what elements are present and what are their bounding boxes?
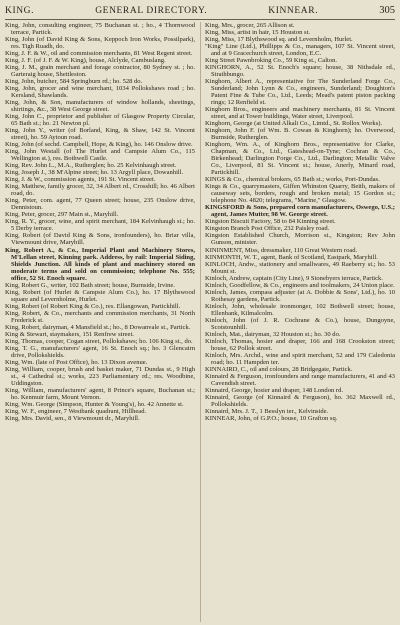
- directory-entry: Kingston Biscuit Factory, 58 to 84 Kinning street.: [205, 218, 336, 226]
- directory-entry: King, John Y., writer (of Borland, King, & Shaw, 142 St. Vincent street), ho. 59 Aytoun road.: [5, 127, 195, 142]
- directory-entry: Kinloch, Thomas, hosier and draper, 166 and 168 Crookston street; house, 62 Pollok street.: [205, 337, 395, 352]
- directory-entry: Kinnaird, George (of Kinnaird & Ferguson), ho. 362 Maxwell rd., Pollokshields.: [205, 393, 395, 408]
- directory-entry: Kinghorn, Albert A., representative for The Sunderland Forge Co., Sunderland; John Lynn & Co., engineers, Sunderland; Doughton's Patent Fine & Tube Co., Ltd., Leeds; Mead's patent piston packing rings; 12 Renfield st.: [205, 78, 395, 107]
- directory-entry: Kinghorn Bros., engineers and machinery merchants, 81 St. Vincent street, and at Tower buildings, Water street, Liverpool.: [205, 106, 395, 121]
- directory-entry: Kinnaird & Ferguson, ironfounders and range manufacturers, 41 and 43 Cavendish street.: [205, 372, 395, 387]
- page-header: [5, 5, 395, 20]
- directory-entry: King, John Westall (of The Hurlet and Campsie Alum Co., 115 Wellington st.), res. Bothwell Castle.: [5, 148, 195, 163]
- directory-entry: King, John, grocer and wine merchant, 1034 Pollokshaws road ; ho. Kersland, Shawlands.: [5, 85, 195, 100]
- directory-entry: King, John, & Son, manufacturers of window hollands, sheetings, shirtings, &c., 38 West George street.: [5, 99, 195, 114]
- directory-entry: King & Stewart, staymakers, 151 Renfrew street.: [5, 330, 134, 338]
- directory-entry: Kinloch, Andrew, captain (City Line), 9 Stonebyers terrace, Partick.: [205, 274, 383, 282]
- directory-entry: Kinnaird, George, hosier and draper, 148 London rd.: [205, 386, 343, 394]
- directory-entry: Kinloch, Mrs. Archd., wine and spirit merchant, 52 and 179 Caledonia road; ho. 11 Hampden ter.: [205, 351, 395, 366]
- directory-entry: King, Wm. (late of Post Office), ho. 13 Dixon avenue.: [5, 358, 148, 366]
- directory-entry: Kinloch, John, wholesale ironmonger, 102 Bothwell street; house, Ellenbank, Kilmalcolm.: [205, 302, 395, 317]
- directory-entry: King, Thomas, cooper, Cogan street, Pollokshaws; ho. 106 King st., do.: [5, 337, 193, 345]
- directory-entry: KINGSFORD & Sons, prepared corn manufacturers, Oswego, U.S.; agent, James Mutter, 98 W. George street.: [205, 204, 395, 219]
- directory-entry: King, T. G., manufacturers' agent, 16 St. Enoch sq.; ho. 3 Glencairn drive, Pollokshields.: [5, 344, 195, 359]
- directory-entry: KINMONTH, W. T., agent, Bank of Scotland, Eastpark, Maryhill.: [205, 253, 378, 261]
- directory-entry: Kinloch, Goodfellow, & Co., engineers and toolmakers, 24 Union place.: [205, 281, 395, 289]
- directory-entry: King, J. M., grain merchant and forage contractor, 80 Sydney st. ; ho. Garteraig house, Shettleston.: [5, 64, 195, 79]
- directory-entry: King, J. & W., commission agents, 191 St. Vincent street.: [5, 176, 156, 184]
- directory-entry: King, Mrs. David, sen., 8 Viewmount dr., Maryhill.: [5, 414, 140, 422]
- directory-entry: King, John (of sechd. Campbell, Hope, & King), ho. 146 Onslow drive.: [5, 141, 193, 149]
- directory-entry: Kinloch, John (of J. R. Cochrane & Co.), house, Dungoyne, Scotstounhill.: [205, 316, 395, 331]
- directory-entry: Kingston Branch Post Office, 232 Paisley road.: [205, 225, 330, 233]
- directory-entry: King, John C., proprietor and publisher of Glasgow Property Circular, 65 Bath st.; ho. 21 Newton pl.: [5, 113, 195, 128]
- directory-entry: Kinghorn, Wm. A., of Kinghorn Bros., representative for Clarke, Chapman, & Co., Ltd., Gateshead-on-Tyne; Cochran & Co., Birkenhead; Darlington Forge Co., Ltd., Darlington; Metallic Valve Co., Liverpool, 81 St. Vincent st.; house, Anerly, Minard road, Partickhill.: [205, 141, 395, 177]
- directory-columns: [5, 22, 395, 622]
- directory-entry: King, Matthew, family grocer, 32, 34 Albert rd., Crosshill; ho. 46 Albert road, do.: [5, 183, 195, 198]
- running-head-right: KINNEAR.: [268, 6, 319, 16]
- directory-entry: Kingston Established Church, Morrison st., Kingston; Rev John Gunson, minister.: [205, 232, 395, 247]
- directory-entry: KINNEAR, John, of G.P.O.; house, 10 Grafton sq.: [205, 414, 338, 422]
- directory-entry: King, John, butcher, 584 Springburn rd.; ho. 528 do.: [5, 78, 143, 86]
- running-head-title: GENERAL DIRECTORY.: [95, 6, 208, 16]
- directory-entry: King Street Pawnbroking Co., 59 King st., Calton.: [205, 57, 338, 65]
- directory-entry: KINGHORN, A., 52 St. Enoch's square; house, 38 Nithsdale rd., Strathbungo.: [205, 64, 395, 79]
- running-head-left: KING.: [5, 6, 35, 16]
- directory-entry: King, R. Y., grocer, wine, and spirit merchant, 184 Kelvinhaugh st.; ho. 5 Derby terrace.: [5, 218, 195, 233]
- directory-entry: King, Peter, com. agent, 77 Queen street; house, 235 Onslow drive, Dennistoun.: [5, 197, 195, 212]
- directory-entry: King, Robert (of Hurlet & Campsie Alum Co.), ho. 17 Blythswood square and Levernholme, Hurlet.: [5, 288, 195, 303]
- directory-entry: KINNAIRD, C., oil and colours, 28 Bridgegate, Partick.: [205, 365, 353, 373]
- page-number: 305: [379, 5, 395, 16]
- directory-entry: King, Peter, grocer, 297 Main st., Maryhill.: [5, 211, 119, 219]
- directory-entry: KININMENT, Miss, dressmaker, 110 Great Western road.: [205, 246, 358, 254]
- directory-entry: King, Robert G., writer, 102 Bath street; house, Burnside, Irvine.: [5, 281, 175, 289]
- right-column: [200, 22, 395, 622]
- directory-entry: King, J. F. & W., oil and commission merchants, 81 West Regent street.: [5, 50, 193, 58]
- directory-entry: Kinghorn, John F. (of Wm. B. Cowan & Kinghorn); ho. Overwood, Burnside, Rutherglen.: [205, 127, 395, 142]
- directory-entry: King, Rev. John L., M.A., Rutherglen; ho. 25 Kelvinhaugh street.: [5, 162, 177, 170]
- directory-entry: King, W. F., engineer, 7 Westbank quadrant, Hillhead.: [5, 407, 147, 415]
- directory-entry: King, Robert, & Co., merchants and commission merchants, 31 North Frederick st.: [5, 309, 195, 324]
- directory-entry: KINGS & Co., chemical brokers, 65 Bath st.; works, Port-Dundas.: [205, 176, 380, 184]
- directory-entry: King, Robert, dairyman, 4 Mansfield st.; ho., 8 Dowanvale st., Partick.: [5, 323, 191, 331]
- directory-entry: King, Wm. George (Simpson, Hunter & Young's), ho. 42 Annette st.: [5, 400, 184, 408]
- directory-entry: King, Joseph J., 38 M'Alpine street; ho. 13 Argyll place, Dowanhill.: [5, 169, 184, 177]
- directory-entry: KINLOCH, Andw., stationery and smallwares, 49 Raeberry st.; ho. 53 Mount st.: [205, 260, 395, 275]
- directory-entry: "King" Line (Ltd.), Phillipps & Co., managers, 107 St. Vincent street, and at 9 Gracechurch street, London, E.C.: [205, 43, 395, 58]
- left-column: [5, 22, 195, 622]
- directory-entry: King, Mrs., grocer, 265 Allison st.: [205, 22, 295, 29]
- directory-entry: King, William, cooper, brush and basket maker, 71 Dundas st., 9 High st., 4 Cathedral st.; works, 223 Parliamentary rd.; res. Woodbine, Uddingston.: [5, 365, 195, 387]
- directory-entry: King, John, consulting engineer, 75 Buchanan st. ; ho., 4 Thornwood terrace, Partick.: [5, 22, 195, 37]
- directory-entry: King, John (of David King & Sons, Keppoch Iron Works, Possilpark), res. Tigh Ruadh, do.: [5, 36, 195, 51]
- directory-entry: Kinloch, Mat., dairyman, 32 Houston st.; ho. 30 do.: [205, 330, 341, 338]
- directory-entry: Kinghorn, George (at United Alkali Co., Limtd., St. Rollox Works).: [205, 120, 383, 128]
- directory-entry: King, Robert (of David King & Sons, ironfounders), ho. Briar villa, Viewmount drive, Maryhill.: [5, 232, 195, 247]
- directory-entry: King, J. F. (of J. F. & W. King), house, Alclyde, Cambuslang.: [5, 57, 166, 65]
- directory-entry: Kinloch, James, compass adjuster (at A. Dobbie & Sons', Ltd.), ho. 10 Rothesay gardens, Partick.: [205, 288, 395, 303]
- directory-entry: King, Robert (of Robert King & Co.), res. Ellangowan, Partickhill.: [5, 302, 181, 310]
- directory-entry: King, William, manufacturers' agent, 8 Prince's square, Buchanan st.; ho. Kenmuir farm, Mount Vernon.: [5, 386, 195, 401]
- directory-entry: Kinnaird, Mrs. J. T., 1 Besslyn ter., Kelvinside.: [205, 407, 329, 415]
- directory-entry: King, Robert A., & Co., Imperial Plant and Machinery Stores, M'Lellan street, Kinning park. Address, by rail: Imperial Siding, Shields Junction. All kinds of plant and machinery stored on moderate terms and sold on commission; telephone No. 555; office, 52 St. Enoch square.: [5, 246, 195, 282]
- directory-entry: Kings & Co., quarrymasters, Giffen Whinston Quarry, Beith, makers of causeway sets, borders, rough and broken metal; 15 Gordon st.; telephone No. 4820; telegrams, "Marine," Glasgow.: [205, 183, 395, 205]
- directory-entry: King, Miss, artist in hair, 15 Houston st.: [205, 29, 311, 37]
- directory-entry: King, Miss, 17 Blythswood sq. and Levernholm, Hurlet.: [205, 36, 353, 44]
